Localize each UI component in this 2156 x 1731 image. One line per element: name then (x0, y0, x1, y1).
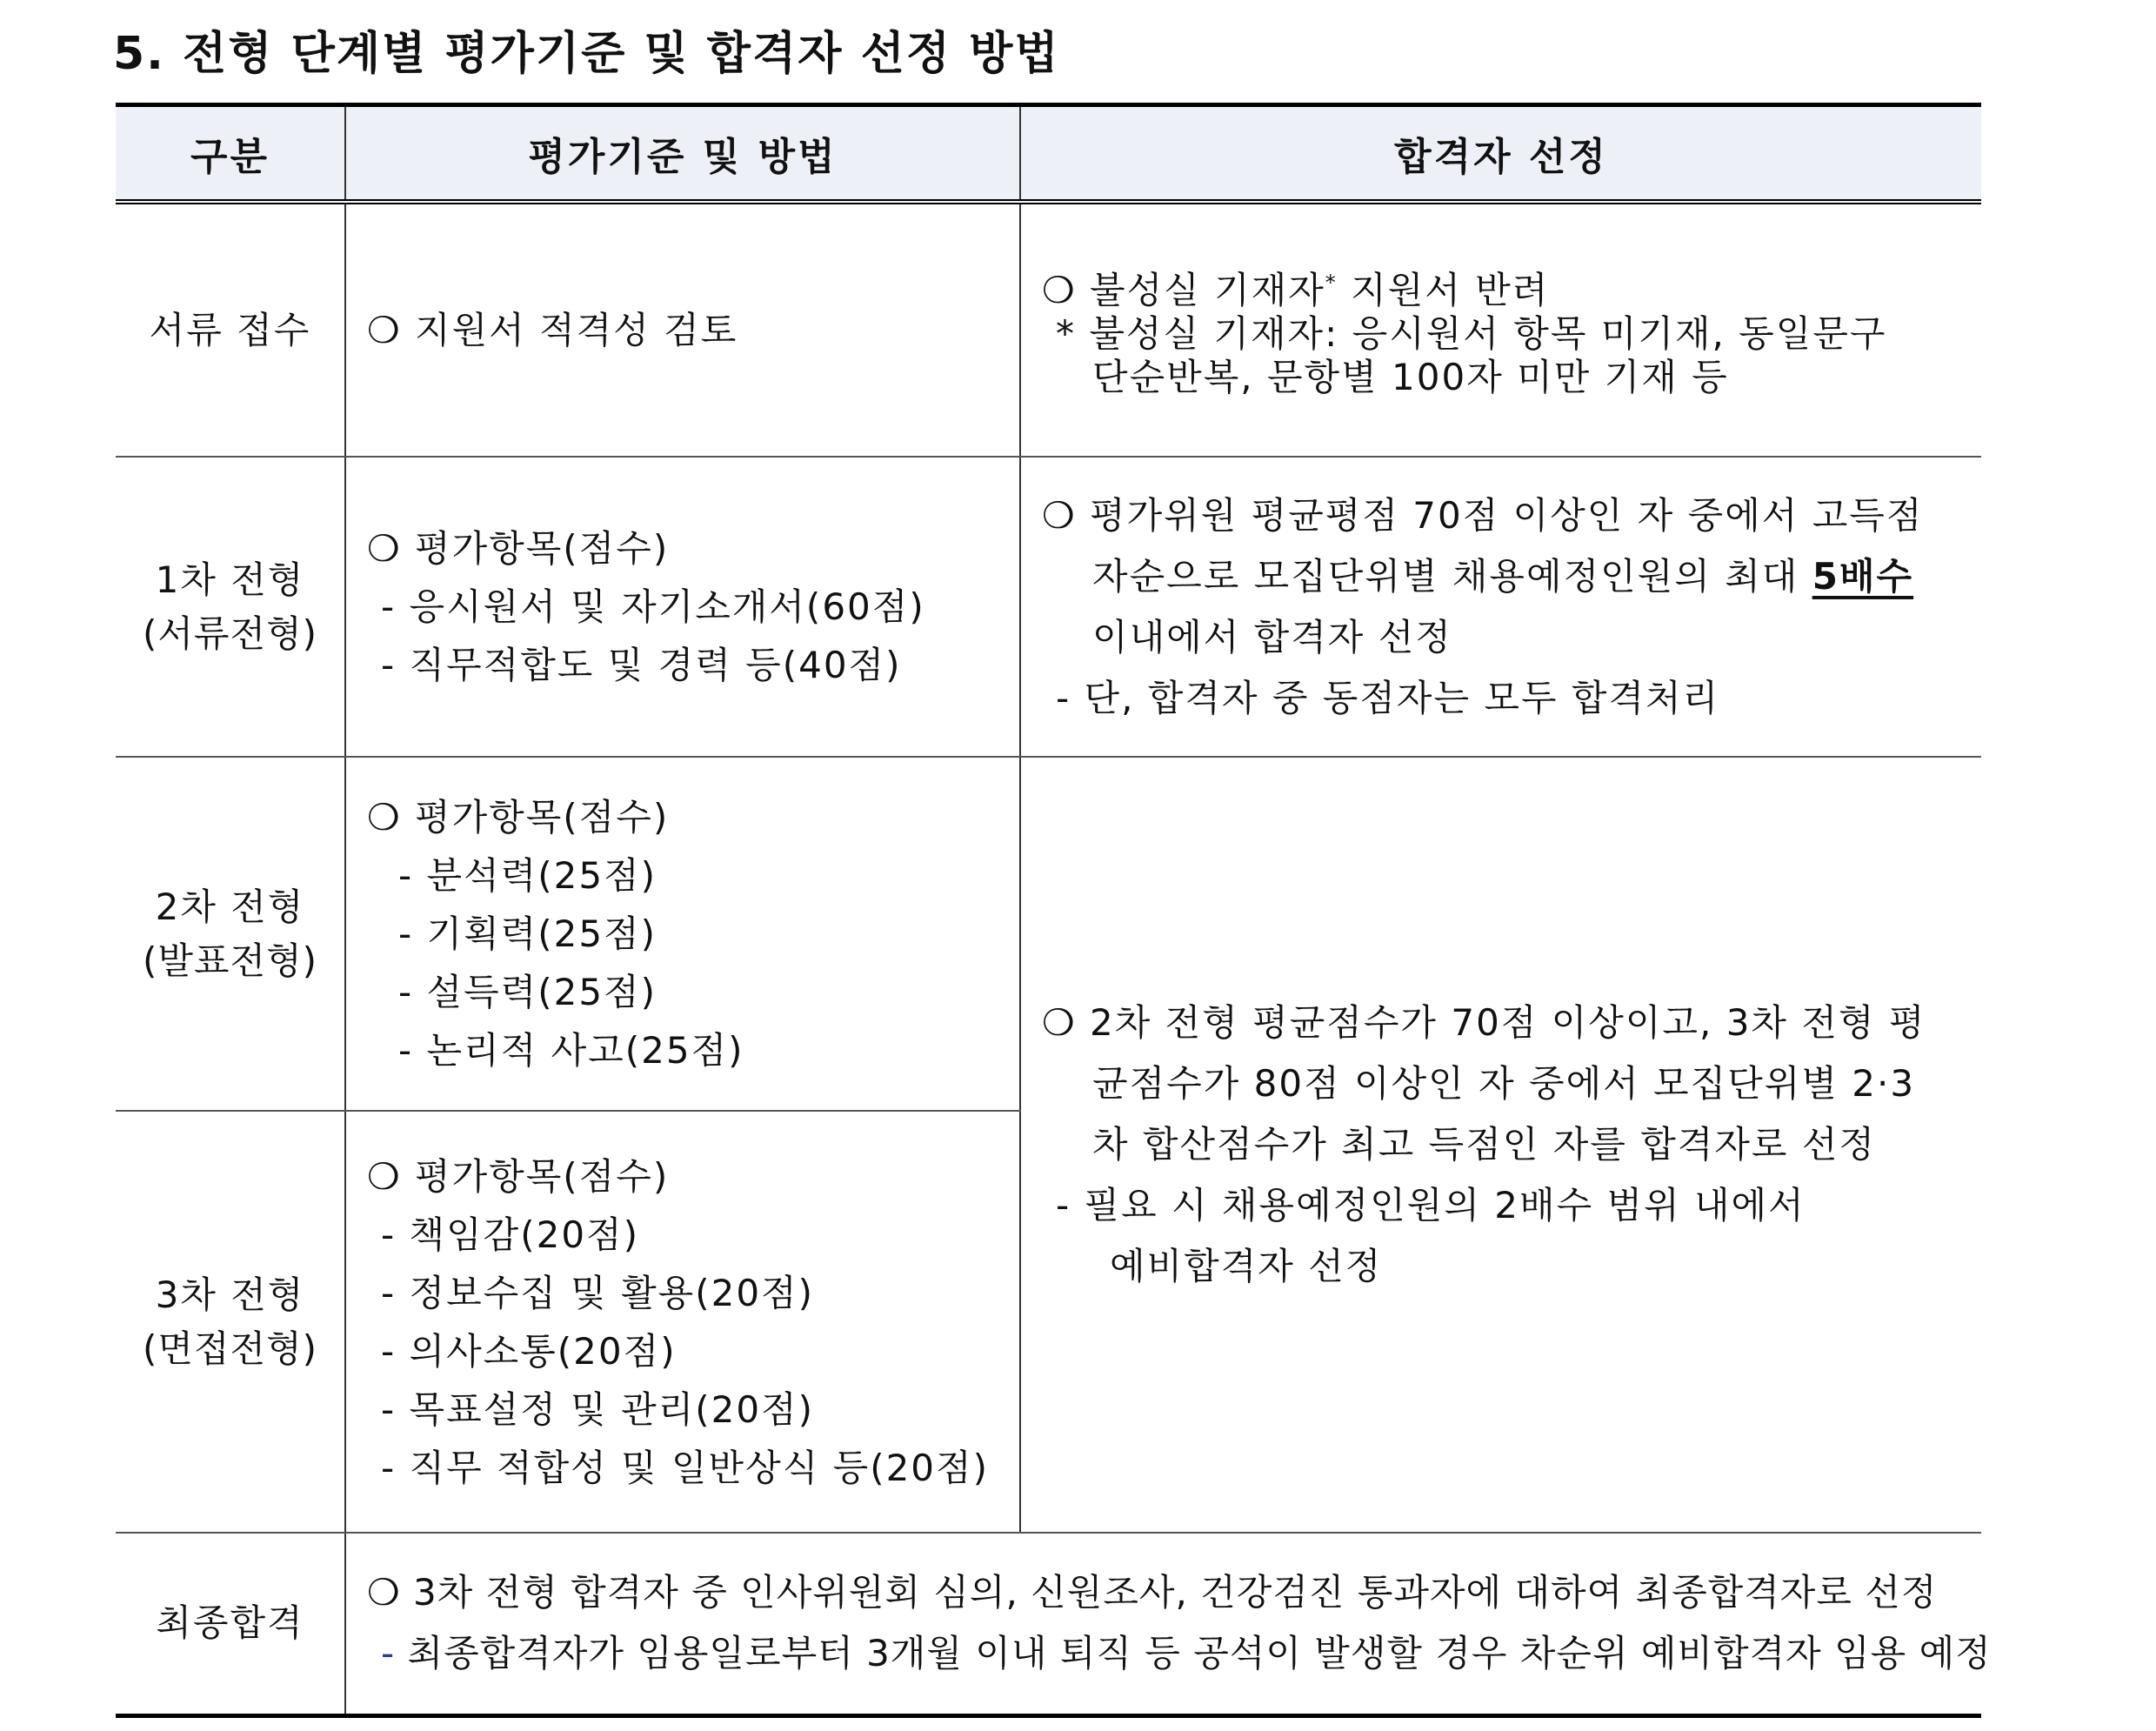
row-document-submission (116, 202, 1981, 457)
header-selection: 합격자 선정 (1020, 105, 1981, 203)
bullet-dash: - (381, 1632, 396, 1675)
criteria-line: ❍ 지원서 적격성 검토 (367, 309, 738, 351)
selection-document (1020, 202, 1981, 457)
criteria-line: - 논리적 사고(25점) (398, 1029, 744, 1072)
criteria-line: - 직무적합도 및 경력 등(40점) (381, 644, 902, 686)
criteria-line: ❍ 평가항목(점수) (367, 1154, 670, 1198)
stage-label: 서류 접수 (149, 308, 311, 351)
stage-round-1 (116, 457, 345, 757)
final-line (367, 1623, 1992, 1684)
selection-line: 균점수가 80점 이상인 자 중에서 모집단위별 2·3 (1092, 1062, 1916, 1105)
selection-text: 자순으로 모집단위별 채용예정인원의 최대 (1092, 554, 1812, 598)
criteria-line: - 직무 적합성 및 일반상식 등(20점) (381, 1446, 989, 1489)
criteria-round-3 (345, 1111, 1020, 1533)
page-title: 5. 전형 단계별 평가기준 및 합격자 선정 방법 (113, 28, 1060, 80)
criteria-document (345, 202, 1020, 457)
footnote-line: 단순반복, 문항별 100자 미만 기재 등 (1092, 356, 1729, 398)
final-text: 최종합격자가 임용일로부터 3개월 이내 퇴직 등 공석이 발생할 경우 차순위 예비합격자 임용 예정 (395, 1632, 1992, 1675)
criteria-line: - 응시원서 및 자기소개서(60점) (381, 585, 925, 628)
stage-label: 3차 전형 (155, 1273, 305, 1316)
criteria-round-2 (345, 757, 1020, 1111)
stage-label: 최종합격 (156, 1601, 304, 1645)
criteria-round-1 (345, 457, 1020, 757)
selection-line: 예비합격자 선정 (1110, 1245, 1383, 1287)
row-final (116, 1533, 1981, 1715)
final-line: ❍ 3차 전형 합격자 중 인사위원회 심의, 신원조사, 건강검진 통과자에 대하여 최종합격자로 선정 (367, 1571, 1938, 1614)
selection-line (1042, 261, 1981, 312)
header-category: 구분 (116, 105, 345, 203)
footnote-mark: * (1325, 271, 1338, 295)
criteria-line: - 설득력(25점) (398, 971, 657, 1013)
selection-round-2-3 (1020, 757, 1981, 1533)
stage-document (116, 202, 345, 457)
criteria-line: - 기획력(25점) (398, 912, 657, 955)
selection-line: 이내에서 합격자 선정 (1092, 615, 1452, 658)
selection-line: - 단, 합격자 중 동점자는 모두 합격처리 (1056, 676, 1720, 719)
selection-text: 지원서 반려 (1337, 269, 1550, 311)
criteria-line: - 분석력(25점) (398, 854, 657, 897)
stage-label: 2차 전형 (155, 885, 305, 928)
selection-line: - 필요 시 채용예정인원의 2배수 범위 내에서 (1056, 1184, 1806, 1226)
final-selection (345, 1533, 1992, 1715)
selection-line (1042, 546, 1981, 607)
stage-sublabel: (면접전형) (142, 1327, 318, 1370)
row-round-1 (116, 457, 1981, 757)
stage-round-2 (116, 757, 345, 1111)
stage-round-3 (116, 1111, 345, 1533)
stage-label: 1차 전형 (155, 558, 305, 601)
header-row (116, 105, 1981, 203)
criteria-line: - 책임감(20점) (381, 1213, 640, 1256)
criteria-line: ❍ 평가항목(점수) (367, 527, 670, 570)
criteria-line: - 목표설정 및 관리(20점) (381, 1387, 814, 1431)
footnote-line: * 불성실 기재자: 응시원서 항목 미기재, 동일문구 (1056, 312, 1887, 355)
selection-text: ❍ 불성실 기재자 (1042, 269, 1325, 311)
stage-sublabel: (서류전형) (142, 612, 318, 655)
selection-line: ❍ 2차 전형 평균점수가 70점 이상이고, 3차 전형 평 (1042, 1001, 1926, 1044)
criteria-line: ❍ 평가항목(점수) (367, 796, 670, 839)
row-round-2 (116, 757, 1981, 1111)
evaluation-table (116, 103, 1992, 1718)
selection-line: 차 합산점수가 최고 득점인 자를 합격자로 선정 (1092, 1123, 1876, 1166)
criteria-line: - 정보수집 및 활용(20점) (381, 1271, 814, 1314)
criteria-line: - 의사소통(20점) (381, 1329, 677, 1373)
emphasis-5x: 5배수 (1812, 554, 1914, 598)
stage-sublabel: (발표전형) (142, 939, 318, 982)
header-criteria: 평가기준 및 방법 (345, 105, 1020, 203)
stage-final (116, 1533, 345, 1715)
selection-line: ❍ 평가위원 평균평점 70점 이상인 자 중에서 고득점 (1042, 493, 1924, 537)
selection-round-1 (1020, 457, 1981, 757)
